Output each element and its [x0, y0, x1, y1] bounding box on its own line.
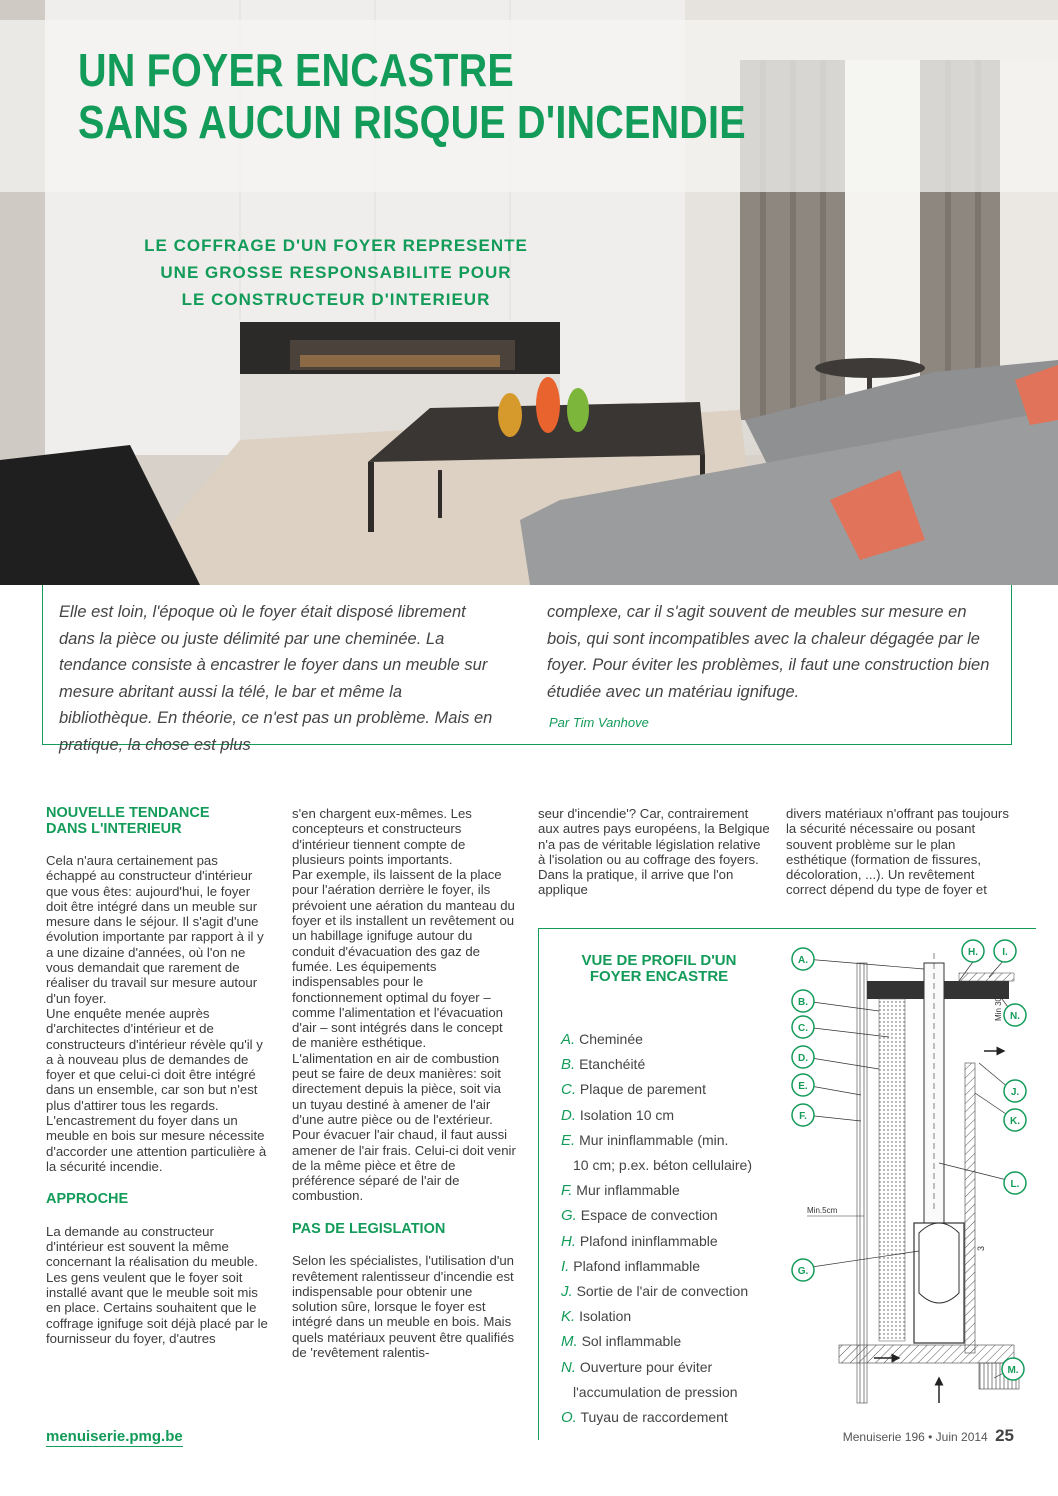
legend-item — [561, 1229, 791, 1254]
legend-key: K. — [561, 1308, 576, 1326]
marker-k: K. — [1010, 1116, 1020, 1127]
legend-item — [561, 1052, 791, 1077]
legend-text: Ouverture pour éviter — [579, 1358, 713, 1375]
legend-text: l'accumulation de pression — [573, 1383, 738, 1400]
body-column-2 — [292, 806, 517, 1360]
paragraph: seur d'incendie'? Car, contrairement aux autres pays européens, la Belgique n'a pas de véritable législation relative à l'isolation ou au coffrage des foyers. Dans la pratique, il arrive que l'on applique — [538, 806, 770, 898]
marker-n: N. — [1010, 1011, 1020, 1022]
marker-c: C. — [798, 1023, 808, 1034]
title-line-2: SANS AUCUN RISQUE D'INCENDIE — [78, 96, 746, 148]
legend-text: Mur inflammable — [576, 1182, 680, 1199]
marker-j: J. — [1010, 1087, 1020, 1098]
title-line-1: UN FOYER ENCASTRE — [78, 44, 514, 96]
paragraph: Selon les spécialistes, l'utilisation d'un revêtement ralentisseur d'incendie est indispensable pour obtenir une solution sûre, lorsque le foyer est intégré dans un meuble en bois. Mais quels matériaux peuvent être qualifiés de 'revêtement ralentis- — [292, 1253, 515, 1360]
legend-key: N. — [561, 1358, 576, 1376]
marker-e: E. — [798, 1081, 808, 1092]
legend-text: Isolation 10 cm — [579, 1106, 675, 1123]
legend-key: A. — [561, 1031, 576, 1048]
legend-key: H. — [561, 1232, 576, 1250]
legend-item — [561, 1405, 791, 1430]
intro-text-right: complexe, car il s'agit souvent de meubles sur mesure en bois, qui sont incompatibles avec la chaleur dégagée par le foyer. Pour éviter les problèmes, il faut une construction bien étudiée avec un matériau ignifuge. — [547, 603, 990, 701]
paragraph: Par exemple, ils laissent de la place pour l'aération derrière le foyer, ils prévoient une aération du manteau du foyer et ils installent un revêtement ou un habillage ignifuge autour du conduit d'évacuation des gaz de fumée. Les équipements indispensables pour le fonctionnement optimal du foyer – comme l'alimentation et l'évacuation d'air – sont intégrés dans le concept de manière esthétique. — [292, 867, 515, 1051]
legend-key: E. — [561, 1131, 576, 1149]
heading-pas-de-legislation: PAS DE LEGISLATION — [292, 1220, 446, 1237]
diagram-legend — [561, 1027, 791, 1430]
legend-text: Sol inflammable — [581, 1333, 682, 1350]
legend-item — [561, 1153, 791, 1178]
dimension-3: 3 — [976, 1245, 986, 1251]
heading-nouvelle-tendance: NOUVELLE TENDANCE DANS L'INTERIEUR — [46, 805, 210, 837]
legend-key: I. — [561, 1257, 570, 1275]
marker-m: M. — [1007, 1365, 1019, 1376]
dimension-min30: Min 30 cm — [994, 984, 1003, 1021]
legend-item — [561, 1178, 791, 1203]
legend-item — [561, 1304, 791, 1329]
legend-key: G. — [561, 1207, 577, 1225]
legend-text: Isolation — [579, 1308, 632, 1325]
paragraph: s'en chargent eux-mêmes. Les concepteurs et constructeurs d'intérieur tiennent compte de plusieurs points importants. — [292, 806, 472, 867]
subtitle-line-3: LE CONSTRUCTEUR D'INTERIEUR — [181, 290, 491, 309]
heading-approche: APPROCHE — [46, 1191, 129, 1208]
paragraph: divers matériaux n'offrant pas toujours la sécurité nécessaire ou posant souvent problème sur le plan esthétique (formation de fissures, décoloration, ...). Un revêtement correct dépend du type de foyer et — [786, 806, 1009, 898]
legend-text: Plafond inflammable — [573, 1257, 701, 1274]
paragraph: Cela n'aura certainement pas échappé au constructeur d'intérieur que vous êtes: aujourd'hui, le foyer doit être intégré dans un meuble sur mesure dans le séjour. Il s'agit d'une évolution importante par rapport à il y a une dizaine d'années, où l'on ne vous demandait que rarement de réaliser du travail sur mesure autour d'un foyer. — [46, 853, 264, 1006]
hero-photo — [0, 0, 1058, 585]
body-column-3 — [538, 806, 770, 898]
body-column-4 — [786, 806, 1014, 898]
marker-i: I. — [1002, 947, 1008, 958]
issue-label: Menuiserie 196 • Juin 2014 — [842, 1430, 988, 1444]
legend-text: Cheminée — [579, 1031, 643, 1047]
legend-item — [561, 1329, 791, 1354]
legend-item — [561, 1077, 791, 1102]
paragraph: La demande au constructeur d'intérieur est souvent la même concernant la réalisation du meuble. — [46, 1223, 258, 1270]
legend-item — [561, 1355, 791, 1380]
legend-key: C. — [561, 1081, 576, 1099]
dimension-min5: Min.5cm — [807, 1206, 838, 1215]
legend-text: Sortie de l'air de convection — [576, 1283, 749, 1300]
paragraph: Les gens veulent que le foyer soit installé avant que le meuble soit mis en place. Certains souhaitent que le coffrage ignifuge soit déjà placé par le fournisseur du foyer, d'autres — [46, 1269, 268, 1346]
footer-website-link[interactable]: menuiserie.pmg.be — [46, 1428, 183, 1445]
marker-l: L. — [1010, 1179, 1020, 1190]
legend-text: Plaque de parement — [579, 1081, 706, 1098]
legend-key: D. — [561, 1106, 576, 1124]
legend-key: J. — [561, 1283, 573, 1301]
legend-item — [561, 1203, 791, 1228]
paragraph: L'alimentation en air de combustion peut se faire de deux manières: soit directement depuis la pièce, soit via un tuyau destiné à amener de l'air d'une autre pièce ou de l'extérieur. Pour évacuer l'air chaud, il faut aussi amener de l'air frais. Celui-ci doit venir de la même pièce et être de préférence séparé de l'air de combustion. — [292, 1050, 516, 1204]
subtitle — [86, 232, 586, 313]
legend-text: Etanchéité — [579, 1056, 646, 1073]
diagram-box — [538, 928, 1036, 1440]
subtitle-line-1: LE COFFRAGE D'UN FOYER REPRESENTE — [144, 236, 528, 255]
page-title — [78, 44, 895, 148]
page-number: 25 — [995, 1426, 1014, 1445]
legend-item — [561, 1254, 791, 1279]
legend-item — [561, 1128, 791, 1153]
marker-d: D. — [798, 1053, 808, 1064]
legend-text: Mur ininflammable (min. — [579, 1131, 729, 1148]
diagram-title: VUE DE PROFIL D'UN FOYER ENCASTRE — [581, 952, 737, 985]
marker-g: G. — [797, 1266, 809, 1277]
footer-issue-info — [843, 1426, 1014, 1446]
legend-text: 10 cm; p.ex. béton cellulaire) — [573, 1157, 752, 1174]
author-byline: Par Tim Vanhove — [549, 715, 649, 730]
legend-text: Espace de convection — [580, 1207, 718, 1224]
legend-item — [561, 1279, 791, 1304]
marker-b: B. — [798, 997, 808, 1008]
legend-key: O. — [561, 1409, 577, 1427]
intro-box — [42, 585, 1012, 754]
legend-key: M. — [561, 1333, 578, 1351]
subtitle-line-2: UNE GROSSE RESPONSABILITE POUR — [160, 263, 512, 282]
body-column-1 — [46, 806, 268, 1346]
legend-key: B. — [561, 1056, 576, 1074]
marker-h: H. — [968, 947, 978, 958]
marker-a: A. — [798, 955, 808, 966]
legend-item — [561, 1027, 791, 1052]
paragraph: Une enquête menée auprès d'architectes d'intérieur et de constructeurs d'intérieur révèle qu'il y a à nouveau plus de demandes de foyer et que celui-ci doit être intégré dans un ensemble, car son but n'est plus d'attirer tous les regards. L'encastrement du foyer dans un meuble en bois sur mesure nécessite d'accorder une attention particulière à la sécurité incendie. — [46, 1005, 267, 1174]
legend-item — [561, 1103, 791, 1128]
intro-text-left: Elle est loin, l'époque où le foyer était disposé librement dans la pièce ou juste délimité par une cheminée. La tendance consiste à encastrer le foyer dans un meuble sur mesure abritant aussi la télé, le bar et même la bibliothèque. En théorie, ce n'est pas un problème. Mais en pratique, la chose est plus — [59, 603, 493, 754]
legend-text: Tuyau de raccordement — [580, 1409, 728, 1426]
fireplace-profile-diagram — [779, 933, 1029, 1433]
legend-key: F. — [561, 1182, 573, 1200]
marker-f: F. — [799, 1111, 807, 1122]
legend-item — [561, 1380, 791, 1405]
legend-text: Plafond ininflammable — [579, 1232, 718, 1249]
